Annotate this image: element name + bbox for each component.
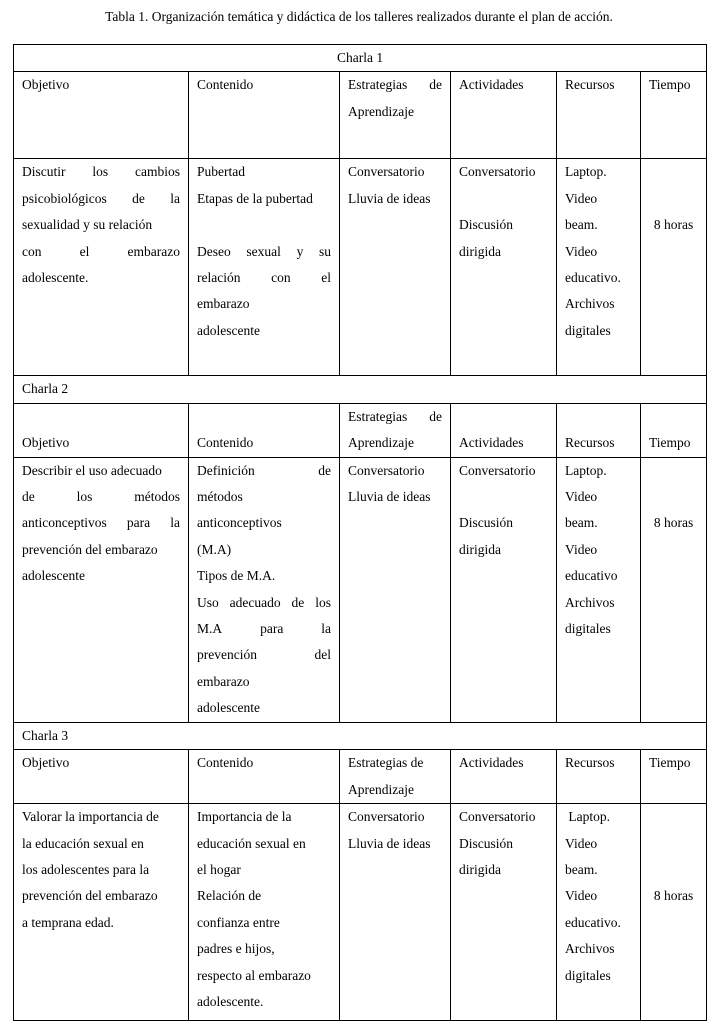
text-line: el hogar <box>197 861 241 877</box>
blank-line <box>649 830 698 856</box>
text-line: dirigida <box>459 541 501 557</box>
header-recursos: Recursos <box>557 750 641 804</box>
word: su <box>318 243 331 259</box>
word: Estrategias <box>348 77 408 93</box>
header-estrategias <box>340 750 451 804</box>
header-estrategias-line: Aprendizaje <box>348 103 414 119</box>
word: adecuado <box>229 594 281 610</box>
text-line: digitales <box>565 967 611 983</box>
text-line: Lluvia de ideas <box>348 835 431 851</box>
charla-3-actividades <box>451 804 557 1021</box>
charla-3-title-row <box>14 722 707 749</box>
word: la <box>170 190 180 206</box>
word: para <box>260 621 284 637</box>
charla-2-contenido <box>189 457 340 722</box>
word: para <box>126 515 151 531</box>
header-estrategias-line <box>348 72 442 98</box>
text-line: (M.A) <box>197 541 232 557</box>
table-caption: Tabla 1. Organización temática y didáctica de los talleres realizados durante el plan de acción. <box>105 9 613 24</box>
word: embarazo <box>127 243 180 259</box>
word: del <box>314 647 331 663</box>
charla-3-estrategias <box>340 804 451 1021</box>
text-line: Conversatorio <box>348 462 425 478</box>
text-line: beam. <box>565 861 598 877</box>
text-line: a temprana edad. <box>22 914 114 930</box>
charla-2-header-row <box>14 403 707 457</box>
text-line: Conversatorio <box>348 164 425 180</box>
word: la <box>321 621 331 637</box>
charla-3-header-row <box>14 750 707 804</box>
text-line: Conversatorio <box>459 809 536 825</box>
text-line: Video <box>565 541 598 557</box>
header-estrategias-line: Aprendizaje <box>348 435 414 451</box>
text-line: Importancia de la <box>197 809 292 825</box>
text-line: Video <box>565 243 598 259</box>
text-line: adolescente <box>22 568 85 584</box>
text-line <box>197 458 331 484</box>
text-line: educativo. <box>565 270 621 286</box>
word: M.A <box>197 621 223 637</box>
text-line: Relación de <box>197 888 262 904</box>
header-objetivo: Objetivo <box>14 750 189 804</box>
text-line: Etapas de la pubertad <box>197 190 313 206</box>
text-line: adolescente <box>197 700 260 716</box>
text-line: anticonceptivos <box>197 515 282 531</box>
text-line: prevención del embarazo <box>22 541 158 557</box>
word: Uso <box>197 594 219 610</box>
word: prevención <box>197 647 257 663</box>
header-objetivo: Objetivo <box>14 72 189 159</box>
charla-2-body-row <box>14 457 707 722</box>
text-line: Describir el uso adecuado <box>22 462 162 478</box>
header-actividades: Actividades <box>451 750 557 804</box>
charla-2-estrategias <box>340 457 451 722</box>
header-actividades: Actividades <box>451 403 557 457</box>
word: el <box>79 243 90 259</box>
header-tiempo: Tiempo <box>641 72 707 159</box>
text-line: Laptop. <box>565 809 610 825</box>
text-line: 8 horas <box>653 888 694 904</box>
text-line: Video <box>565 835 598 851</box>
text-line <box>197 616 331 642</box>
charla-1-recursos <box>557 159 641 376</box>
text-line: Conversatorio <box>459 462 536 478</box>
text-line: 8 horas <box>653 515 694 531</box>
word: Definición <box>197 462 255 478</box>
text-line: sexualidad y su relación <box>22 217 153 233</box>
text-line: beam. <box>565 515 598 531</box>
text-line <box>22 186 180 212</box>
header-estrategias <box>340 403 451 457</box>
charla-1-title: Charla 1 <box>14 45 707 72</box>
text-line: confianza entre <box>197 914 280 930</box>
text-line <box>197 590 331 616</box>
word: de <box>132 190 145 206</box>
text-line: Discusión <box>459 515 513 531</box>
text-line: Archivos <box>565 296 615 312</box>
blank-line <box>649 159 698 185</box>
header-contenido: Contenido <box>189 403 340 457</box>
header-estrategias <box>340 72 451 159</box>
text-line: métodos <box>197 489 243 505</box>
charla-3-title: Charla 3 <box>14 722 707 749</box>
header-recursos: Recursos <box>557 403 641 457</box>
text-line: dirigida <box>459 861 501 877</box>
text-line: Lluvia de ideas <box>348 190 431 206</box>
text-line: digitales <box>565 322 611 338</box>
blank-line <box>649 804 698 830</box>
word: los <box>76 489 93 505</box>
charla-2-title-row <box>14 376 707 403</box>
blank-line <box>459 186 548 212</box>
text-line: adolescente <box>197 322 260 338</box>
text-line: embarazo <box>197 673 250 689</box>
text-line: beam. <box>565 217 598 233</box>
header-objetivo: Objetivo <box>14 403 189 457</box>
blank-line <box>459 484 548 510</box>
text-line: educativo. <box>565 914 621 930</box>
word: de <box>429 77 442 93</box>
word: de <box>22 489 35 505</box>
header-contenido: Contenido <box>189 750 340 804</box>
charla-1-contenido <box>189 159 340 376</box>
header-tiempo: Tiempo <box>641 750 707 804</box>
word: anticonceptivos <box>22 515 107 531</box>
text-line: Conversatorio <box>348 809 425 825</box>
word: de <box>429 408 442 424</box>
word: el <box>321 270 331 286</box>
header-actividades: Actividades <box>451 72 557 159</box>
text-line: Archivos <box>565 941 615 957</box>
text-line <box>22 239 180 265</box>
text-line: Valorar la importancia de <box>22 809 159 825</box>
word: Deseo <box>197 243 231 259</box>
text-line: educativo <box>565 568 618 584</box>
text-line <box>22 159 180 185</box>
word: la <box>170 515 180 531</box>
header-contenido: Contenido <box>189 72 340 159</box>
blank-line <box>649 458 698 484</box>
word: Discutir <box>22 164 66 180</box>
text-line: Archivos <box>565 594 615 610</box>
charla-3-objetivo <box>14 804 189 1021</box>
charla-1-title-row <box>14 45 707 72</box>
charla-1-actividades <box>451 159 557 376</box>
blank-line <box>649 857 698 883</box>
text-line: digitales <box>565 621 611 637</box>
word: Estrategias <box>348 408 408 424</box>
blank-line <box>197 212 331 238</box>
charla-1-tiempo <box>641 159 707 376</box>
text-line: adolescente. <box>197 993 264 1009</box>
text-line: Laptop. <box>565 462 607 478</box>
text-line: Pubertad <box>197 164 245 180</box>
word: de <box>291 594 305 610</box>
text-line: la educación sexual en <box>22 835 144 851</box>
workshop-table <box>13 44 707 1021</box>
charla-2-actividades <box>451 457 557 722</box>
text-line: 8 horas <box>653 217 694 233</box>
charla-1-objetivo <box>14 159 189 376</box>
word: y <box>296 243 304 259</box>
text-line <box>22 510 180 536</box>
word: métodos <box>134 489 180 505</box>
blank-line <box>649 186 698 212</box>
text-line: Lluvia de ideas <box>348 489 431 505</box>
header-estrategias-line <box>348 404 442 430</box>
text-line: embarazo <box>197 296 250 312</box>
charla-2-title: Charla 2 <box>14 376 707 403</box>
charla-2-objetivo <box>14 457 189 722</box>
text-line: los adolescentes para la <box>22 861 150 877</box>
header-recursos: Recursos <box>557 72 641 159</box>
header-estrategias-line: Estrategias de <box>348 755 424 771</box>
blank-line <box>649 484 698 510</box>
word: cambios <box>134 164 180 180</box>
word: con <box>22 243 42 259</box>
header-estrategias-line: Aprendizaje <box>348 781 414 797</box>
text-line <box>22 484 180 510</box>
charla-3-contenido <box>189 804 340 1021</box>
word: sexual <box>246 243 281 259</box>
text-line: dirigida <box>459 243 501 259</box>
charla-1-body-row <box>14 159 707 376</box>
charla-2-recursos <box>557 457 641 722</box>
text-line <box>197 642 331 668</box>
word: de <box>318 462 331 478</box>
text-line: Video <box>565 888 598 904</box>
text-line: Laptop. <box>565 164 607 180</box>
charla-2-tiempo <box>641 457 707 722</box>
word: psicobiológicos <box>22 190 107 206</box>
charla-1-header-row <box>14 72 707 159</box>
text-line: Discusión <box>459 835 513 851</box>
word: los <box>315 594 331 610</box>
charla-3-body-row <box>14 804 707 1021</box>
text-line: prevención del embarazo <box>22 888 158 904</box>
text-line: Tipos de M.A. <box>197 568 276 584</box>
charla-1-estrategias <box>340 159 451 376</box>
text-line: adolescente. <box>22 270 89 286</box>
text-line: padres e hijos, <box>197 941 275 957</box>
header-tiempo: Tiempo <box>641 403 707 457</box>
text-line <box>197 265 331 291</box>
word: los <box>92 164 109 180</box>
word: con <box>271 270 291 286</box>
text-line: respecto al embarazo <box>197 967 311 983</box>
charla-3-tiempo <box>641 804 707 1021</box>
text-line: Video <box>565 190 598 206</box>
charla-3-recursos <box>557 804 641 1021</box>
text-line <box>197 239 331 265</box>
text-line: Conversatorio <box>459 164 536 180</box>
word: relación <box>197 270 241 286</box>
text-line: educación sexual en <box>197 835 306 851</box>
text-line: Discusión <box>459 217 513 233</box>
text-line: Video <box>565 489 598 505</box>
